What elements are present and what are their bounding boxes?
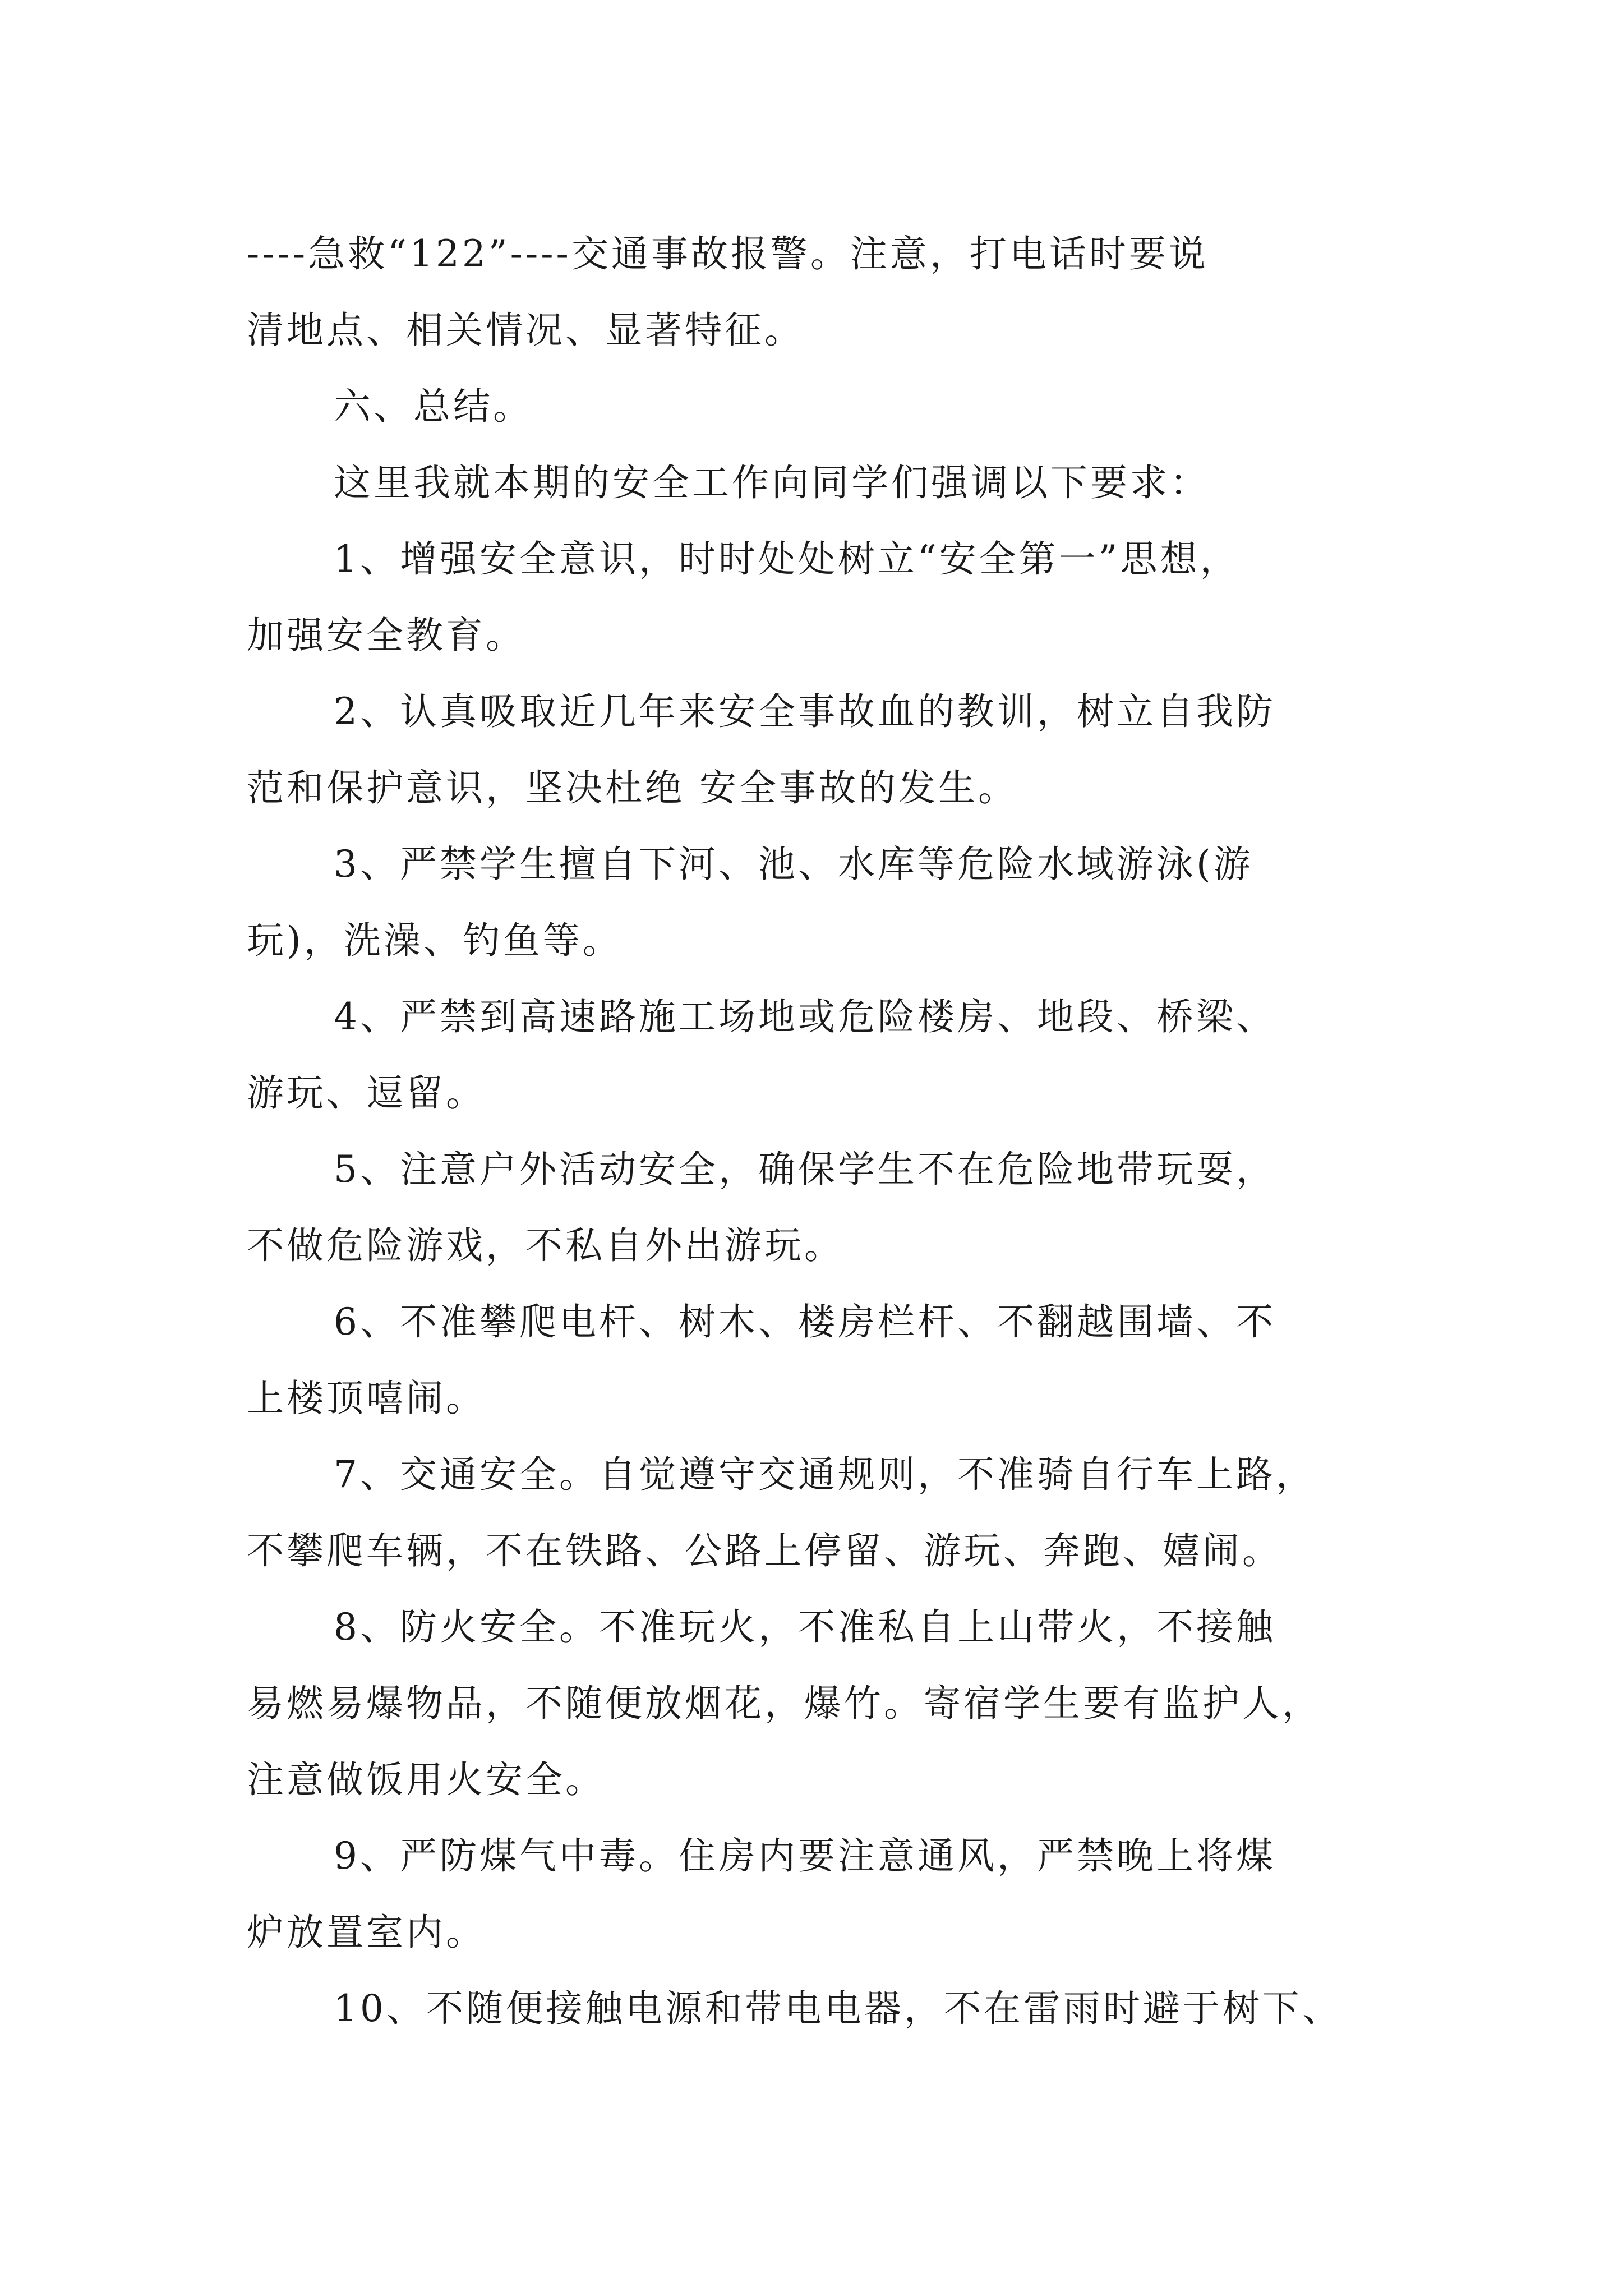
text-line: 清地点、相关情况、显著特征。	[247, 309, 804, 352]
list-item	[247, 1284, 1380, 1437]
text-line: 炉放置室内。	[247, 1911, 486, 1954]
text-line: 游玩、逗留。	[247, 1071, 486, 1115]
text-line: 不做危险游戏，不私自外出游玩。	[247, 1224, 844, 1267]
text-line: 1、增强安全意识，时时处处树立“安全第一”思想，	[334, 537, 1240, 581]
section-heading	[247, 369, 1380, 445]
text-line: 4、严禁到高速路施工场地或危险楼房、地段、桥梁、	[334, 995, 1276, 1038]
text-line: 范和保护意识，坚决杜绝 安全事故的发生。	[247, 766, 1018, 809]
text-line: 玩)，洗澡、钓鱼等。	[247, 919, 623, 962]
paragraph	[247, 445, 1380, 521]
text-line: 加强安全教育。	[247, 614, 525, 657]
list-item	[247, 1437, 1380, 1589]
text-line: 7、交通安全。自觉遵守交通规则，不准骑自行车上路，	[334, 1453, 1316, 1496]
text-line: 3、严禁学生擅自下河、池、水库等危险水域游泳(游	[334, 843, 1253, 886]
text-line: 10、不随便接触电源和带电电器，不在雷雨时避于树下、	[334, 1987, 1342, 2030]
list-item	[247, 826, 1380, 979]
list-item	[247, 521, 1380, 674]
list-item	[247, 1131, 1380, 1284]
list-item	[247, 1971, 1380, 2047]
text-line: 注意做饭用火安全。	[247, 1758, 605, 1801]
list-item	[247, 979, 1380, 1131]
text-line: 不攀爬车辆，不在铁路、公路上停留、游玩、奔跑、嬉闹。	[247, 1529, 1282, 1572]
text-line: 六、总结。	[334, 385, 533, 428]
text-line: ----急救“122”----交通事故报警。注意，打电话时要说	[247, 232, 1209, 275]
text-line: 5、注意户外活动安全，确保学生不在危险地带玩耍，	[334, 1148, 1276, 1191]
text-line: 易燃易爆物品，不随便放烟花，爆竹。寄宿学生要有监护人，	[247, 1682, 1322, 1725]
text-line: 这里我就本期的安全工作向同学们强调以下要求：	[334, 461, 1210, 504]
paragraph	[247, 216, 1380, 369]
text-line: 上楼顶嘻闹。	[247, 1377, 486, 1420]
list-item	[247, 1589, 1380, 1818]
text-line: 9、严防煤气中毒。住房内要注意通风，严禁晚上将煤	[334, 1834, 1276, 1878]
text-line: 2、认真吸取近几年来安全事故血的教训，树立自我防	[334, 690, 1276, 733]
text-line: 8、防火安全。不准玩火，不准私自上山带火，不接触	[334, 1605, 1276, 1649]
text-line: 6、不准攀爬电杆、树木、楼房栏杆、不翻越围墙、不	[334, 1300, 1276, 1343]
list-item	[247, 1818, 1380, 1971]
list-item	[247, 674, 1380, 826]
document-body	[247, 216, 1380, 2047]
